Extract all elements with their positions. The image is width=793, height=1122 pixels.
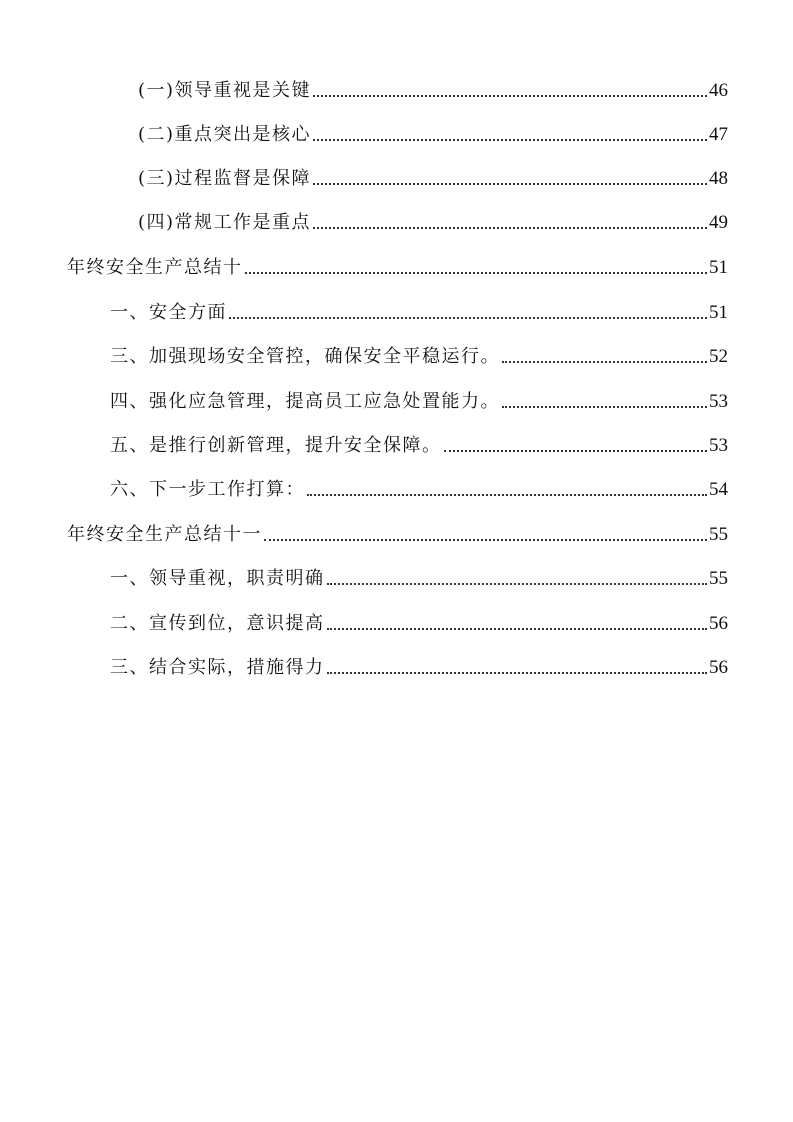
toc-entry[interactable] [110,300,728,326]
toc-dot-leader [313,183,707,185]
toc-entry[interactable] [110,655,728,681]
toc-entry-title: (一)领导重视是关键 [138,80,312,101]
toc-entry-title: 六、下一步工作打算： [110,479,305,500]
toc-entry[interactable] [138,122,728,148]
toc-entry-title: 一、安全方面 [110,302,227,323]
toc-dot-leader [264,539,707,541]
toc-entry-page: 56 [709,613,728,634]
toc-entry-page: 49 [709,212,728,233]
toc-entry-title: (三)过程监督是保障 [138,168,312,189]
toc-entry-title: (四)常规工作是重点 [138,212,312,233]
toc-entry-title: 二、宣传到位，意识提高 [110,613,325,634]
toc-entry-page: 51 [709,302,728,323]
toc-entry-title: 三、加强现场安全管控，确保安全平稳运行。 [110,346,500,367]
toc-dot-leader [245,272,708,274]
toc-entry-page: 56 [709,657,728,678]
toc-entry-page: 53 [709,391,728,412]
toc-entry-page: 52 [709,346,728,367]
toc-dot-leader [327,628,708,630]
toc-entry-title: (二)重点突出是核心 [138,124,312,145]
toc-entry-page: 55 [709,568,728,589]
toc-entry-title: 年终安全生产总结十一 [67,524,262,545]
toc-entry[interactable] [110,344,728,370]
toc-entry-page: 46 [709,80,728,101]
toc-entry-page: 54 [709,479,728,500]
toc-entry[interactable] [67,522,728,548]
toc-dot-leader [502,361,707,363]
toc-dot-leader [327,583,708,585]
toc-entry-title: 三、结合实际，措施得力 [110,657,325,678]
toc-dot-leader [313,139,707,141]
toc-entry-page: 47 [709,124,728,145]
toc-entry[interactable] [110,611,728,637]
toc-entry[interactable] [138,210,728,236]
toc-entry-title: 一、领导重视，职责明确 [110,568,325,589]
toc-entry-page: 53 [709,435,728,456]
toc-entry-page: 51 [709,257,728,278]
toc-dot-leader [444,450,708,452]
toc-entry-title: 年终安全生产总结十 [67,257,243,278]
toc-entry[interactable] [67,255,728,281]
toc-entry-title: 五、是推行创新管理，提升安全保障。 [110,435,442,456]
toc-entry-title: 四、强化应急管理，提高员工应急处置能力。 [110,391,500,412]
toc-entry[interactable] [138,166,728,192]
toc-entry[interactable] [110,566,728,592]
toc-entry[interactable] [110,389,728,415]
toc-entry[interactable] [110,433,728,459]
toc-dot-leader [502,406,707,408]
toc-dot-leader [327,672,708,674]
toc-entry-page: 55 [709,524,728,545]
toc-dot-leader [229,317,707,319]
toc-entry[interactable] [138,78,728,104]
toc-dot-leader [313,227,707,229]
toc-entry[interactable] [110,477,728,503]
toc-entry-page: 48 [709,168,728,189]
toc-dot-leader [313,95,707,97]
toc-dot-leader [307,494,707,496]
